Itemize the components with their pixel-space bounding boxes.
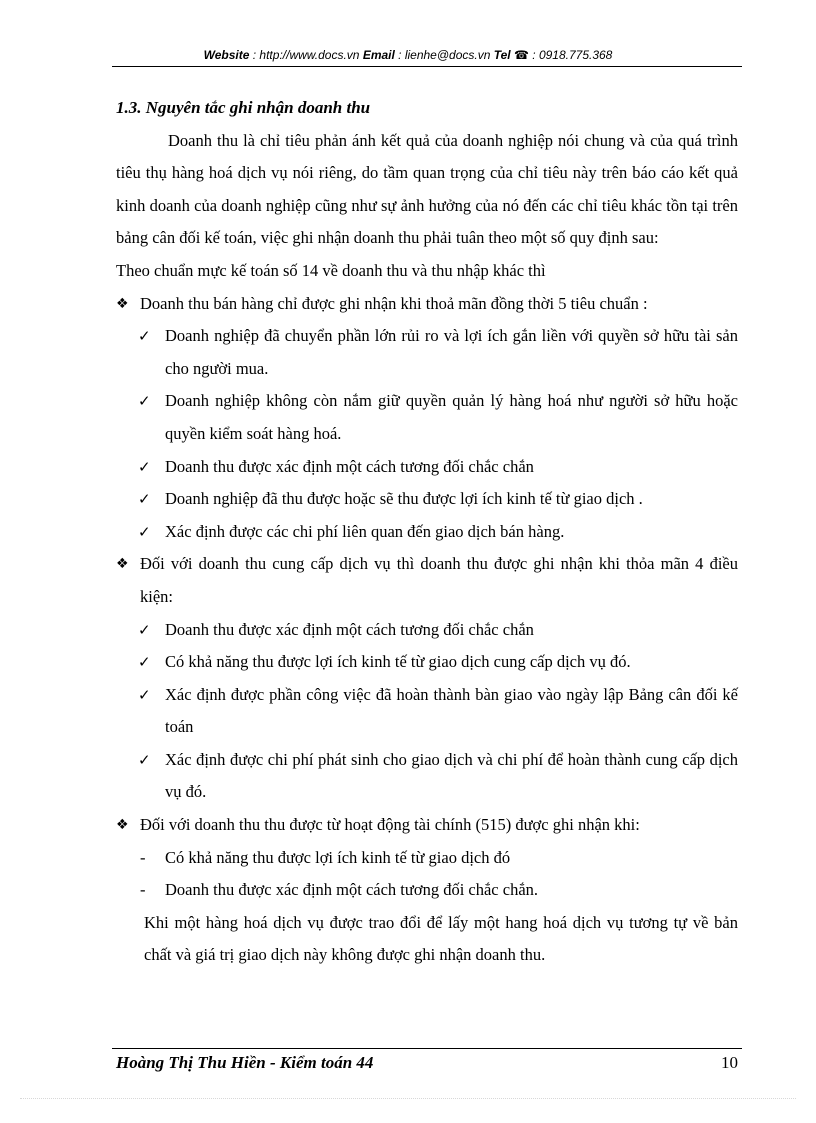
- document-body: [116, 92, 738, 972]
- list-item-text: Doanh nghiệp không còn nắm giữ quyền quản lý hàng hoá như người sở hữu hoặc quyền kiểm soát hàng hoá.: [165, 391, 738, 443]
- closing-paragraph: Khi một hàng hoá dịch vụ được trao đổi để lấy một hang hoá dịch vụ tương tự về bản chất và giá trị giao dịch này không được ghi nhận doanh thu.: [144, 912, 738, 965]
- dash-icon: -: [140, 847, 146, 867]
- diamond-bullet-icon: ❖: [116, 295, 129, 312]
- list-item-text: Có khả năng thu được lợi ích kinh tế từ giao dịch đó: [165, 847, 511, 867]
- list-item: [116, 614, 738, 647]
- check-icon: ✓: [138, 457, 151, 476]
- check-icon: ✓: [138, 327, 151, 346]
- email-label: Email: [362, 48, 395, 62]
- check-icon: ✓: [138, 685, 151, 704]
- group1-title: [116, 288, 738, 321]
- check-icon: ✓: [138, 392, 151, 411]
- group2-title-text: Đối với doanh thu cung cấp dịch vụ thì doanh thu được ghi nhận khi thỏa mãn 4 điều kiện:: [140, 554, 738, 606]
- list-item-text: Có khả năng thu được lợi ích kinh tế từ giao dịch cung cấp dịch vụ đó.: [165, 652, 631, 672]
- header-divider: [112, 66, 742, 67]
- list-item-text: Xác định được phần công việc đã hoàn thành bàn giao vào ngày lập Bảng cân đối kế toán: [165, 684, 738, 737]
- page-header: [0, 48, 816, 62]
- page-bottom-border: [20, 1098, 796, 1099]
- check-icon: ✓: [138, 620, 151, 639]
- list-item: [116, 516, 738, 549]
- website-value[interactable]: : http://www.docs.vn: [249, 48, 363, 62]
- list-item-text: Doanh nghiệp đã thu được hoặc sẽ thu được lợi ích kinh tế từ giao dịch .: [165, 489, 643, 509]
- standard-line: Theo chuẩn mực kế toán số 14 về doanh thu và thu nhập khác thì: [116, 260, 546, 280]
- list-item-text: Doanh thu được xác định một cách tương đối chắc chắn: [165, 456, 534, 476]
- list-item: [116, 842, 738, 875]
- group3-title-text: Đối với doanh thu thu được từ hoạt động tài chính (515) được ghi nhận khi:: [140, 815, 640, 835]
- list-item: [116, 483, 738, 516]
- footer-divider: [112, 1048, 742, 1049]
- page-number: 10: [721, 1053, 738, 1072]
- group2-title: [116, 548, 738, 613]
- list-item-text: Xác định được các chi phí liên quan đến giao dịch bán hàng.: [165, 521, 565, 541]
- intro-paragraph: Doanh thu là chỉ tiêu phản ánh kết quả của doanh nghiệp nói chung và của quá trình tiêu thụ hàng hoá dịch vụ nói riêng, do tầm quan trọng của chỉ tiêu này trên báo cáo kết quả kinh doanh của doanh nghiệp cũng như sự ảnh hưởng của nó đến các chỉ tiêu khác tồn tại trên bảng cân đối kế toán, việc ghi nhận doanh thu phải tuân theo một số quy định sau:: [116, 130, 738, 248]
- list-item-text: Xác định được chi phí phát sinh cho giao dịch và chi phí để hoàn thành cung cấp dịch vụ đó.: [165, 749, 738, 802]
- list-item: [116, 385, 738, 450]
- footer-author: Hoàng Thị Thu Hiền - Kiểm toán 44: [116, 1053, 374, 1072]
- tel-label: Tel: [493, 48, 511, 62]
- check-icon: ✓: [138, 522, 151, 541]
- website-label: Website: [203, 48, 250, 62]
- list-item: [116, 679, 738, 744]
- list-item: [116, 646, 738, 679]
- list-item: [116, 320, 738, 385]
- list-item-text: Doanh thu được xác định một cách tương đối chắc chắn.: [165, 880, 539, 900]
- list-item: [116, 874, 738, 907]
- group3-title: [116, 809, 738, 842]
- phone-icon-glyph: ☎: [513, 48, 529, 62]
- group1-title-text: Doanh thu bán hàng chỉ được ghi nhận khi thoả mãn đồng thời 5 tiêu chuẩn :: [140, 293, 648, 313]
- list-item: [116, 744, 738, 809]
- list-item-text: Doanh thu được xác định một cách tương đối chắc chắn: [165, 619, 534, 639]
- email-value[interactable]: : lienhe@docs.vn: [394, 48, 494, 62]
- list-item-text: Doanh nghiệp đã chuyển phần lớn rủi ro và lợi ích gắn liền với quyền sở hữu tài sản cho người mua.: [165, 326, 738, 378]
- tel-value: : 0918.775.368: [528, 48, 613, 62]
- list-item: [116, 451, 738, 484]
- dash-icon: -: [140, 880, 146, 900]
- diamond-bullet-icon: ❖: [116, 556, 129, 573]
- section-title: 1.3. Nguyên tắc ghi nhận doanh thu: [116, 98, 371, 117]
- check-icon: ✓: [138, 653, 151, 672]
- diamond-bullet-icon: ❖: [116, 817, 129, 834]
- check-icon: ✓: [138, 490, 151, 509]
- check-icon: ✓: [138, 750, 151, 769]
